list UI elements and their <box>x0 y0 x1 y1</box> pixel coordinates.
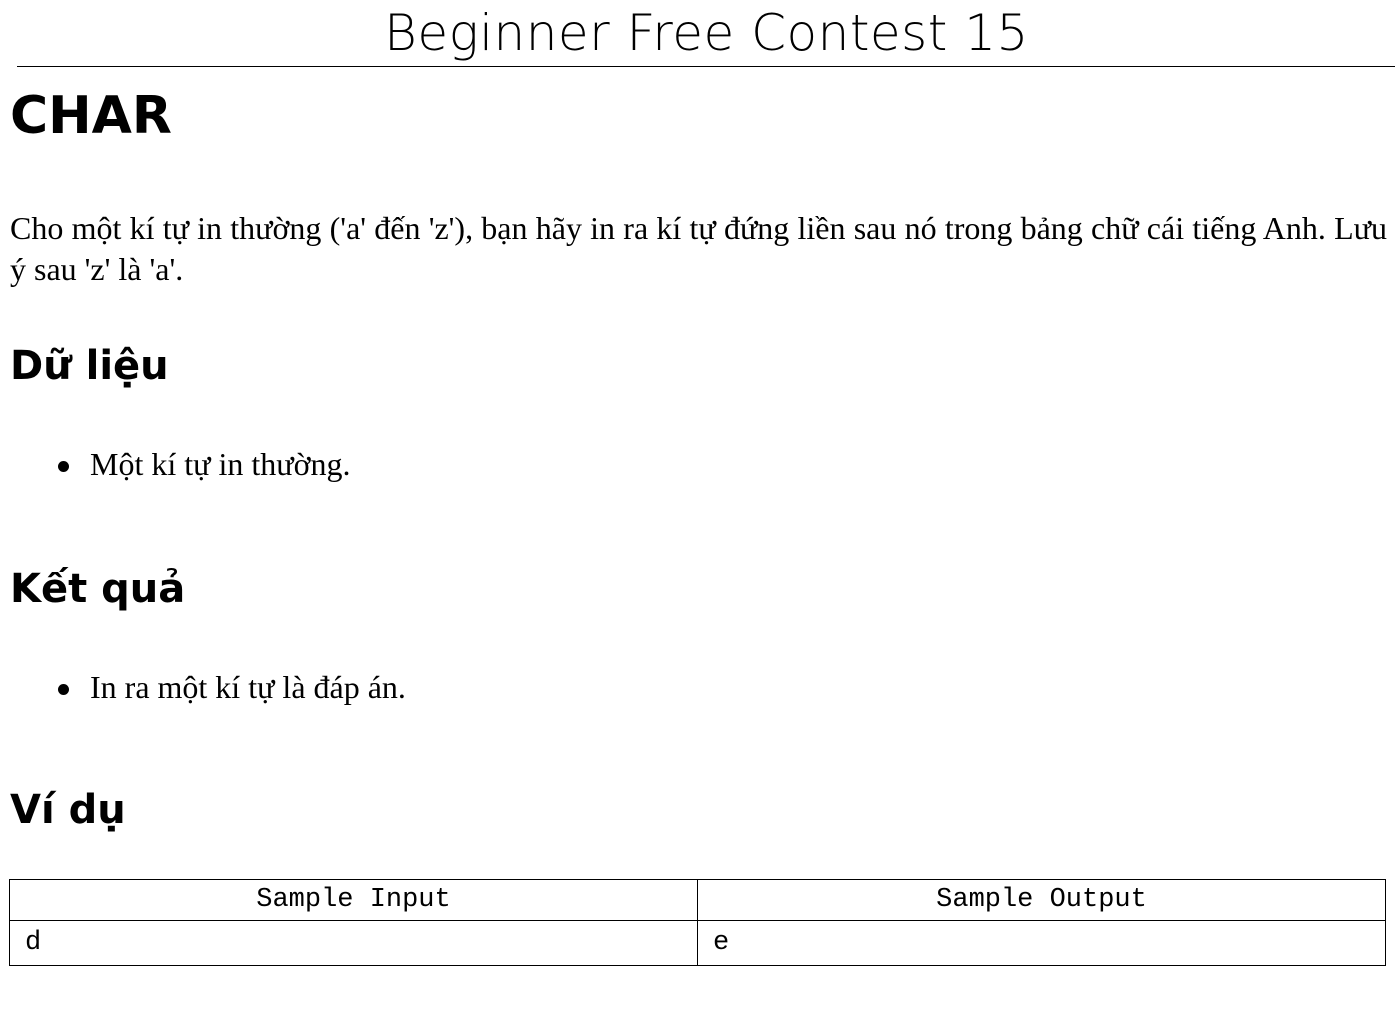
output-section-heading: Kết quả <box>10 566 186 612</box>
input-section-heading: Dữ liệu <box>10 343 169 389</box>
sample-input-cell: d <box>10 921 698 966</box>
problem-title: CHAR <box>10 86 172 146</box>
sample-table-header-row <box>10 880 1386 921</box>
bullet-icon <box>58 461 69 472</box>
output-list-item <box>58 667 406 707</box>
sample-input-header: Sample Input <box>10 880 698 921</box>
problem-statement: Cho một kí tự in thường ('a' đến 'z'), bạn hãy in ra kí tự đứng liền sau nó trong bảng chữ cái tiếng Anh. Lưu ý sau 'z' là 'a'. <box>10 210 1387 287</box>
input-list-item-text: Một kí tự in thường. <box>90 446 351 482</box>
example-section-heading: Ví dụ <box>10 787 126 833</box>
output-list-item-text: In ra một kí tự là đáp án. <box>90 669 406 705</box>
table-row <box>10 921 1386 966</box>
bullet-icon <box>58 684 69 695</box>
sample-output-cell: e <box>698 921 1386 966</box>
contest-title: Beginner Free Contest 15 <box>384 4 1029 62</box>
input-list-item <box>58 444 351 484</box>
sample-table <box>9 879 1386 966</box>
sample-output-header: Sample Output <box>698 880 1386 921</box>
header-divider <box>17 66 1395 67</box>
